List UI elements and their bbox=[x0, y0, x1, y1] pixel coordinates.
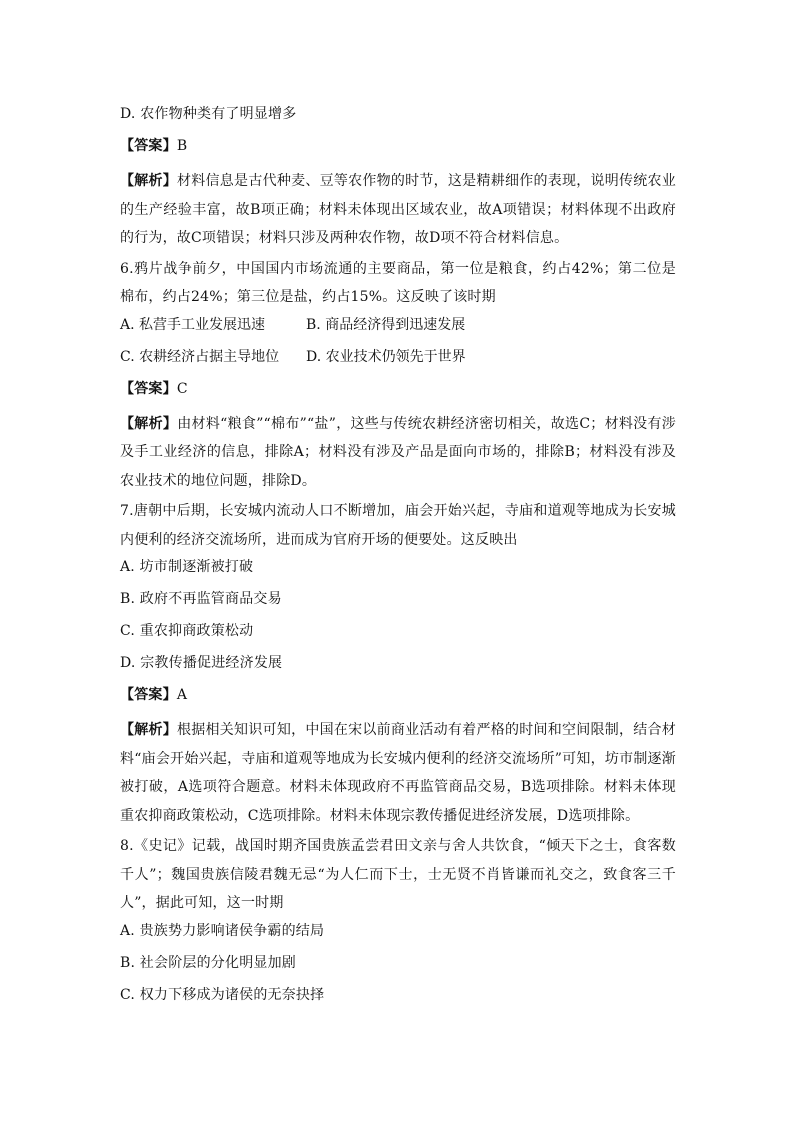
q6-answer bbox=[120, 378, 676, 401]
q7-analysis bbox=[120, 716, 676, 830]
q5-answer bbox=[120, 135, 676, 158]
q8-option-c: C. 权力下移成为诸侯的无奈抉择 bbox=[120, 986, 325, 1003]
q8-option-b: B. 社会阶层的分化明显加剧 bbox=[120, 954, 296, 971]
q6-option-a: A. 私营手工业发展迅速 bbox=[120, 316, 266, 333]
q6-options-cd bbox=[120, 346, 676, 369]
analysis-tag: 【解析】 bbox=[120, 722, 178, 738]
q6-stem: 6.鸦片战争前夕，中国国内市场流通的主要商品，第一位是粮食，约占42%；第二位是棉布，约占24%；第三位是盐，约占15%。这反映了该时期 bbox=[120, 260, 676, 305]
q7-option-a: A. 坊市制逐渐被打破 bbox=[120, 559, 254, 575]
analysis-text: 由材料“粮食”“棉布”“盐”，这些与传统农耕经济密切相关，故选C；材料没有涉及手工业经济的信息，排除A；材料没有涉及产品是面向市场的，排除B；材料没有涉及农业技术的地位问题，排除D。 bbox=[120, 415, 676, 489]
q5-option-d: D. 农作物种类有了明显增多 bbox=[120, 106, 297, 122]
q8-stem: 8.《史记》记载，战国时期齐国贵族孟尝君田文亲与舍人共饮食，“倾天下之士，食客数千人”；魏国贵族信陵君魏无忌“为人仁而下士，士无贤不肖皆谦而礼交之，致食客三千人”，据此可知，这一时期 bbox=[120, 838, 676, 911]
answer-value: B bbox=[176, 138, 188, 154]
q8-option-a: A. 贵族势力影响诸侯争霸的结局 bbox=[120, 922, 325, 939]
analysis-tag: 【解析】 bbox=[120, 415, 178, 432]
answer-value: A bbox=[176, 687, 188, 703]
q5-analysis bbox=[120, 167, 676, 253]
analysis-tag: 【解析】 bbox=[120, 173, 178, 189]
q7-option-c: C. 重农抑商政策松动 bbox=[120, 623, 254, 639]
q7-stem: 7.唐朝中后期，长安城内流动人口不断增加，庙会开始兴起，寺庙和道观等地成为长安城内便利的经济交流场所，进而成为官府开场的便要处。这反映出 bbox=[120, 503, 676, 548]
analysis-text: 根据相关知识可知，中国在宋以前商业活动有着严格的时间和空间限制，结合材料“庙会开始兴起，寺庙和道观等地成为长安城内便利的经济交流场所”可知，坊市制逐渐被打破，A选项符合题意。材料未体现政府不再监管商品交易，B选项排除。材料未体现重农抑商政策松动，C选项排除。材料未体现宗教传播促进经济发展，D选项排除。 bbox=[120, 722, 676, 824]
q7-option-b: B. 政府不再监管商品交易 bbox=[120, 591, 282, 607]
answer-tag: 【答案】 bbox=[120, 687, 177, 703]
q6-option-d: D. 农业技术仍领先于世界 bbox=[306, 348, 466, 365]
q6-analysis bbox=[120, 410, 676, 496]
q6-options-ab bbox=[120, 314, 676, 337]
answer-tag: 【答案】 bbox=[120, 138, 177, 154]
q6-option-b: B. 商品经济得到迅速发展 bbox=[306, 316, 466, 333]
q7-answer bbox=[120, 684, 676, 707]
analysis-text: 材料信息是古代种麦、豆等农作物的时节，这是精耕细作的表现，说明传统农业的生产经验丰富，故B项正确；材料未体现出区域农业，故A项错误；材料体现不出政府的行为，故C项错误；材料只涉及两种农作物，故D项不符合材料信息。 bbox=[120, 173, 676, 246]
q6-option-c: C. 农耕经济占据主导地位 bbox=[120, 348, 280, 365]
answer-value: C bbox=[176, 380, 188, 397]
answer-tag: 【答案】 bbox=[120, 380, 177, 397]
document-page bbox=[120, 103, 676, 1016]
q7-option-d: D. 宗教传播促进经济发展 bbox=[120, 655, 283, 671]
